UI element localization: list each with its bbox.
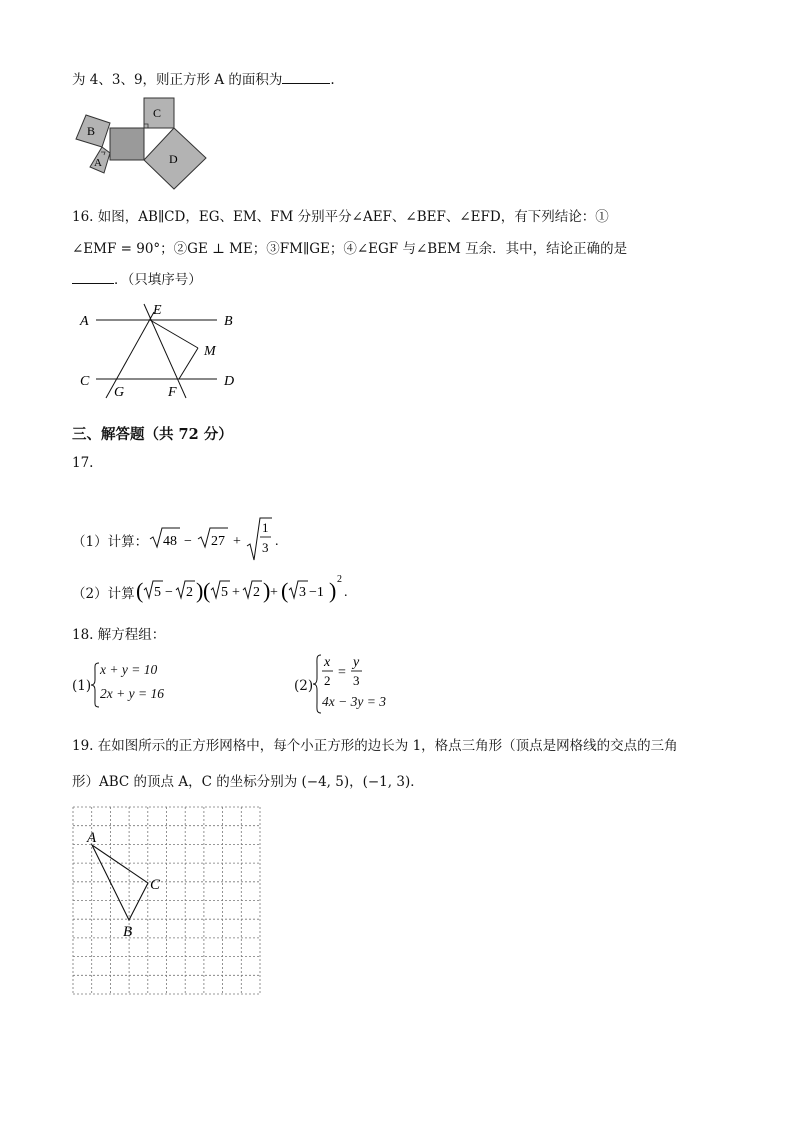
label-c: C	[80, 374, 90, 389]
q17-part1-expression	[148, 516, 288, 562]
left-paren: (	[203, 578, 211, 603]
q18-s1-label: (1)	[72, 678, 92, 694]
q15-text	[72, 68, 335, 88]
radicand-5: 5	[154, 585, 161, 600]
q19-number: 19.	[72, 738, 94, 754]
radicand-2: 2	[186, 585, 193, 600]
minus-sign: −	[184, 534, 192, 549]
minus-sign: −	[165, 585, 173, 600]
label-a: A	[80, 314, 89, 329]
line-ef	[144, 304, 186, 398]
label-a: A	[94, 157, 102, 169]
q16-number: 16.	[72, 209, 94, 225]
label-e: E	[153, 303, 162, 318]
right-paren: )	[329, 578, 337, 603]
label-b: B	[123, 924, 133, 940]
label-a: A	[87, 830, 97, 846]
q17-part1-label: （1）计算：	[72, 534, 149, 550]
square-middle	[110, 128, 144, 160]
period: .	[344, 585, 348, 600]
q18-number: 18.	[72, 627, 94, 643]
fraction-numerator: 1	[262, 520, 269, 535]
triangle-abc	[92, 845, 148, 920]
label-b: B	[87, 124, 96, 138]
exponent-2: 2	[337, 574, 342, 585]
q18-s2-label: (2)	[294, 678, 314, 694]
plus-sign: +	[233, 534, 241, 549]
q16-answer-blank[interactable]	[72, 271, 114, 284]
numerator-y: y	[353, 655, 360, 670]
label-d: D	[169, 152, 178, 166]
radicand-3: 3	[299, 585, 306, 600]
left-brace	[90, 662, 100, 708]
q18-system-1	[72, 660, 192, 710]
right-paren: )	[196, 578, 204, 603]
section-heading: 三、解答题（共 72 分）	[72, 426, 233, 443]
plus-sign: +	[270, 585, 278, 600]
q18-s1-eq1: x + y = 10	[100, 662, 158, 677]
numerator-x: x	[324, 655, 331, 670]
denominator-2: 2	[324, 673, 331, 688]
q18-s2-eq2: 4x − 3y = 3	[322, 694, 386, 709]
left-paren: (	[136, 578, 144, 603]
label-m: M	[204, 344, 216, 359]
q16-line3	[72, 268, 202, 288]
q15-line-prefix: 为 4、3、9，则正方形 A 的面积为	[72, 72, 283, 88]
q16-line3-suffix: ．（只填序号）	[114, 272, 202, 288]
q16-line1	[72, 205, 609, 225]
radicand-48: 48	[163, 534, 177, 549]
q18-text: 解方程组：	[97, 627, 166, 643]
left-brace	[312, 654, 322, 714]
q19-grid-figure	[70, 803, 266, 1001]
radicand-27: 27	[211, 534, 225, 549]
q15-answer-blank[interactable]	[282, 71, 330, 84]
minus-one: −1	[309, 585, 324, 600]
left-paren: (	[281, 578, 289, 603]
label-g: G	[114, 385, 125, 400]
q15-squares-figure	[68, 95, 213, 193]
equals-sign: =	[338, 665, 346, 680]
label-f: F	[168, 385, 177, 400]
square-grid	[73, 807, 260, 994]
label-c: C	[153, 106, 162, 120]
q17-part2-label: （2）计算	[72, 586, 135, 602]
label-b: B	[224, 314, 233, 329]
q18-system-2	[294, 652, 414, 716]
q16-parallel-lines-figure	[72, 298, 242, 402]
line-fm	[179, 348, 198, 379]
q18-heading	[72, 623, 165, 643]
fraction-denominator: 3	[262, 540, 269, 555]
q19-line2: 形）ABC 的顶点 A，C 的坐标分别为 (−4, 5)，(−1, 3)．	[72, 774, 424, 790]
q18-s1-eq2: 2x + y = 16	[100, 686, 164, 701]
q15-line-end: .	[330, 72, 335, 88]
q16-line1-text: 如图，AB∥CD，EG、EM、FM 分别平分∠AEF、∠BEF、∠EFD，有下列结论：①	[97, 209, 609, 225]
label-d: D	[224, 374, 235, 389]
right-paren: )	[263, 578, 271, 603]
radicand-2: 2	[253, 585, 260, 600]
plus-sign: +	[232, 585, 240, 600]
q18-s2-eq1	[322, 652, 382, 692]
q17-part2-expression	[136, 572, 356, 608]
q17-number: 17.	[72, 455, 94, 471]
label-c: C	[150, 877, 161, 893]
radicand-5: 5	[221, 585, 228, 600]
q19-line1-text: 在如图所示的正方形网格中，每个小正方形的边长为 1，格点三角形（顶点是网格线的交点的三角	[97, 738, 678, 754]
denominator-3: 3	[353, 673, 360, 688]
period: .	[275, 534, 279, 549]
q16-line2: ∠EMF = 90°；②GE ⊥ ME；③FM∥GE；④∠EGF 与∠BEM 互余．其中，结论正确的是	[72, 241, 628, 257]
q19-line1	[72, 734, 678, 754]
